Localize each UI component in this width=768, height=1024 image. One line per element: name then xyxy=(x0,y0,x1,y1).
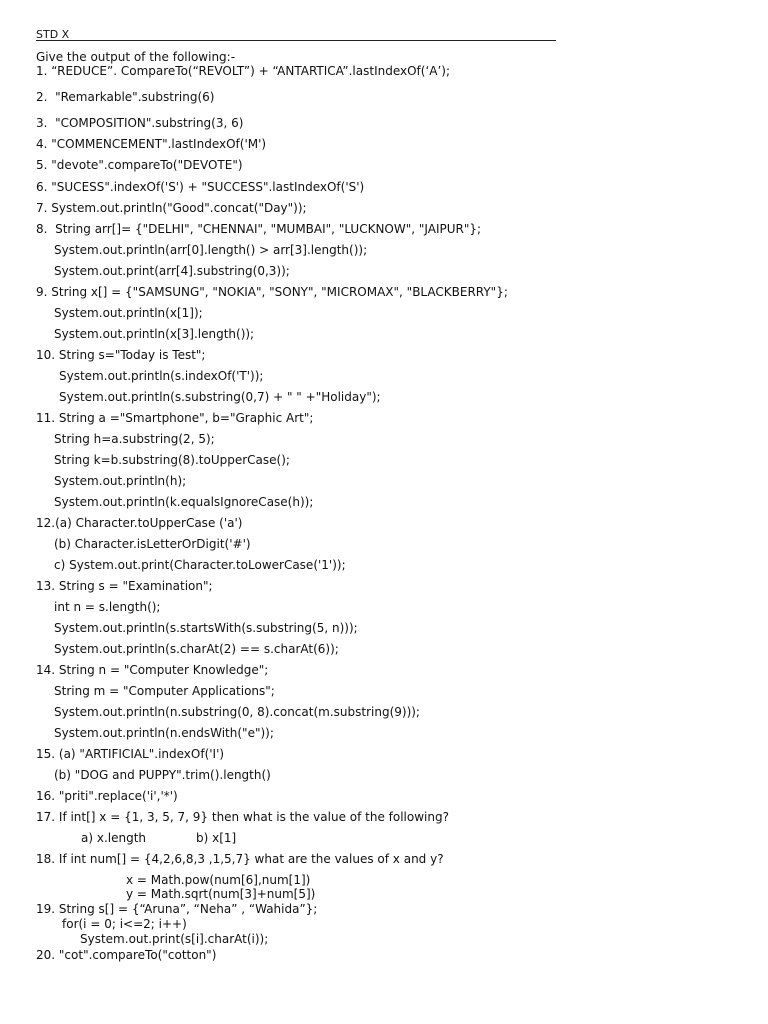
question-5: 5. "devote".compareTo("DEVOTE") xyxy=(36,158,243,172)
instructions-title: Give the output of the following:- xyxy=(36,50,236,64)
question-17-part-a: a) x.length xyxy=(81,831,147,845)
question-19: 19. String s[] = {“Aruna”, “Neha” , “Wahida”}; xyxy=(36,902,318,916)
question-11-line-4: System.out.println(h); xyxy=(54,474,187,488)
question-13-line-3: System.out.println(s.startsWith(s.substring(5, n))); xyxy=(54,621,358,635)
question-13-line-2: int n = s.length(); xyxy=(54,600,161,614)
question-11-line-3: String k=b.substring(8).toUpperCase(); xyxy=(54,453,290,467)
question-19-line-2: for(i = 0; i<=2; i++) xyxy=(62,917,187,931)
question-14-line-3: System.out.println(n.substring(0, 8).concat(m.substring(9))); xyxy=(54,705,420,719)
question-20: 20. "cot".compareTo("cotton") xyxy=(36,948,217,962)
question-18-line-2: x = Math.pow(num[6],num[1]) xyxy=(126,873,311,887)
question-6: 6. "SUCESS".indexOf('S') + "SUCCESS".lastIndexOf('S') xyxy=(36,180,365,194)
question-12-line-2: (b) Character.isLetterOrDigit('#') xyxy=(54,537,251,551)
question-13-line-4: System.out.println(s.charAt(2) == s.charAt(6)); xyxy=(54,642,339,656)
question-12-line-3: c) System.out.print(Character.toLowerCase('1')); xyxy=(54,558,346,572)
question-2: 2. "Remarkable".substring(6) xyxy=(36,90,215,104)
question-11: 11. String a ="Smartphone", b="Graphic Art"; xyxy=(36,411,314,425)
question-8-line-2: System.out.println(arr[0].length() > arr[3].length()); xyxy=(54,243,368,257)
question-3: 3. "COMPOSITION".substring(3, 6) xyxy=(36,116,244,130)
question-16: 16. "priti".replace('i','*') xyxy=(36,789,178,803)
question-13: 13. String s = "Examination"; xyxy=(36,579,213,593)
question-1: 1. “REDUCE”. CompareTo(“REVOLT”) + “ANTARTICA”.lastIndexOf(‘A’); xyxy=(36,64,451,78)
question-9-line-2: System.out.println(x[1]); xyxy=(54,306,203,320)
question-17: 17. If int[] x = {1, 3, 5, 7, 9} then what is the value of the following? xyxy=(36,810,449,824)
question-10: 10. String s="Today is Test"; xyxy=(36,348,206,362)
question-15-line-2: (b) "DOG and PUPPY".trim().length() xyxy=(54,768,271,782)
question-8-line-3: System.out.print(arr[4].substring(0,3)); xyxy=(54,264,290,278)
question-17-part-b: b) x[1] xyxy=(196,831,237,845)
question-11-line-5: System.out.println(k.equalsIgnoreCase(h)); xyxy=(54,495,314,509)
question-12: 12.(a) Character.toUpperCase ('a') xyxy=(36,516,243,530)
question-18-line-3: y = Math.sqrt(num[3]+num[5]) xyxy=(126,887,316,901)
question-4: 4. "COMMENCEMENT".lastIndexOf('M') xyxy=(36,137,267,151)
question-11-line-2: String h=a.substring(2, 5); xyxy=(54,432,215,446)
question-14: 14. String n = "Computer Knowledge"; xyxy=(36,663,269,677)
question-8: 8. String arr[]= {"DELHI", "CHENNAI", "MUMBAI", "LUCKNOW", "JAIPUR"}; xyxy=(36,222,482,236)
question-19-line-3: System.out.print(s[i].charAt(i)); xyxy=(80,932,269,946)
class-header: STD X xyxy=(36,30,556,41)
question-14-line-2: String m = "Computer Applications"; xyxy=(54,684,275,698)
question-10-line-3: System.out.println(s.substring(0,7) + " " +"Holiday"); xyxy=(59,390,381,404)
question-9-line-3: System.out.println(x[3].length()); xyxy=(54,327,255,341)
question-7: 7. System.out.println("Good".concat("Day")); xyxy=(36,201,307,215)
question-18: 18. If int num[] = {4,2,6,8,3 ,1,5,7} what are the values of x and y? xyxy=(36,852,444,866)
question-14-line-4: System.out.println(n.endsWith("e")); xyxy=(54,726,274,740)
question-9: 9. String x[] = {"SAMSUNG", "NOKIA", "SONY", "MICROMAX", "BLACKBERRY"}; xyxy=(36,285,508,299)
question-15: 15. (a) "ARTIFICIAL".indexOf('I') xyxy=(36,747,225,761)
question-10-line-2: System.out.println(s.indexOf('T')); xyxy=(59,369,264,383)
